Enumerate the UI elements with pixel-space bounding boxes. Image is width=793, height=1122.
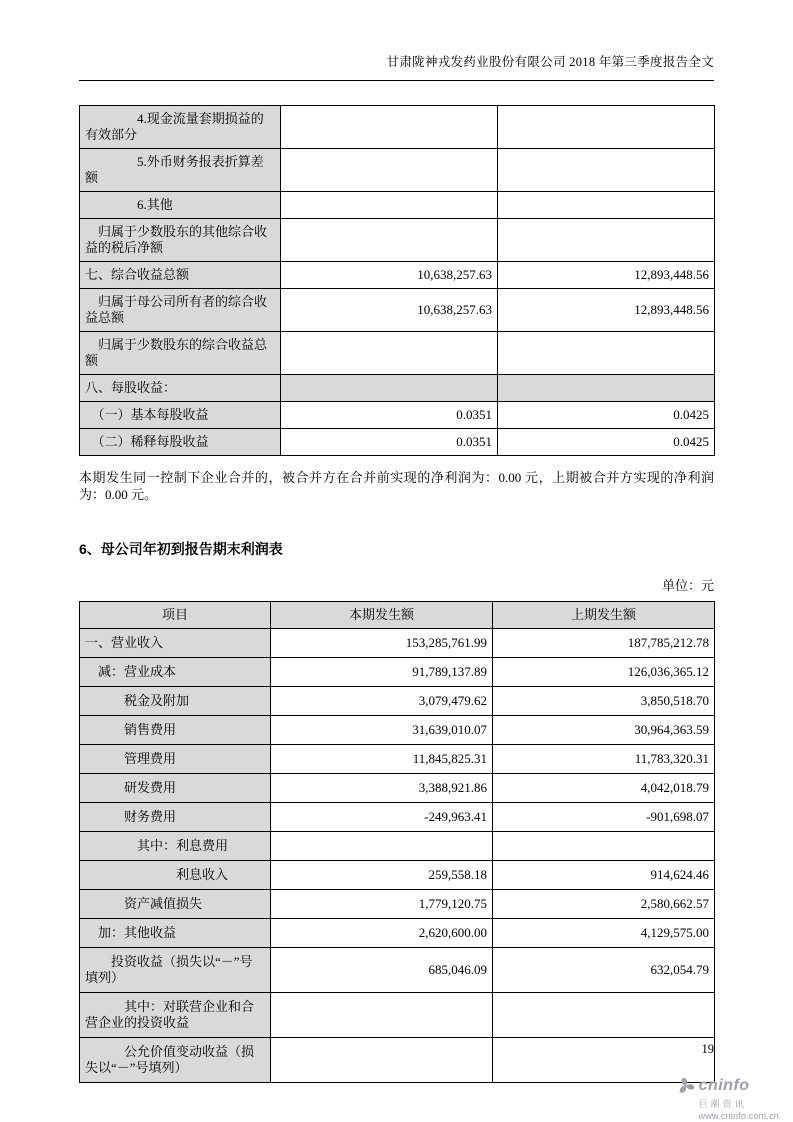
table-row <box>80 948 715 993</box>
prior-period-value-cell: 187,785,212.78 <box>493 629 715 658</box>
current-period-value-cell <box>271 1038 493 1083</box>
prior-period-value-cell: 0.0425 <box>498 402 715 429</box>
table-row <box>80 919 715 948</box>
prior-period-value-cell: 126,036,365.12 <box>493 658 715 687</box>
current-period-value-cell: 3,079,479.62 <box>271 687 493 716</box>
row-label-cell: 归属于母公司所有者的综合收益总额 <box>80 289 281 332</box>
comprehensive-income-table <box>79 105 715 456</box>
page-number: 19 <box>701 1042 714 1056</box>
table-row <box>80 861 715 890</box>
prior-period-value-cell: -901,698.07 <box>493 803 715 832</box>
table-row <box>80 687 715 716</box>
row-label-cell: 其中：对联营企业和合营企业的投资收益 <box>80 993 271 1038</box>
row-label-cell: 投资收益（损失以“－”号填列） <box>80 948 271 993</box>
cninfo-brand-text: cninfo <box>698 1077 750 1094</box>
prior-period-value-cell <box>498 106 715 149</box>
table-row <box>80 890 715 919</box>
table-row <box>80 1038 715 1083</box>
current-period-value-cell: -249,963.41 <box>271 803 493 832</box>
current-period-value-cell <box>281 219 498 262</box>
current-period-value-cell: 153,285,761.99 <box>271 629 493 658</box>
row-label-cell: 5.外币财务报表折算差额 <box>80 149 281 192</box>
prior-period-value-cell: 11,783,320.31 <box>493 745 715 774</box>
current-period-value-cell: 91,789,137.89 <box>271 658 493 687</box>
cninfo-url: www.cninfo.com.cn <box>698 1111 779 1121</box>
table-row <box>80 262 715 289</box>
table-row <box>80 658 715 687</box>
current-period-value-cell: 0.0351 <box>281 402 498 429</box>
row-label-cell: 其中：利息费用 <box>80 832 271 861</box>
prior-period-value-cell <box>493 993 715 1038</box>
current-period-value-cell <box>281 192 498 219</box>
prior-period-value-cell: 2,580,662.57 <box>493 890 715 919</box>
row-label-cell: 归属于少数股东的其他综合收益的税后净额 <box>80 219 281 262</box>
prior-period-value-cell <box>498 149 715 192</box>
document-header-title: 甘肃陇神戎发药业股份有限公司 2018 年第三季度报告全文 <box>79 0 714 81</box>
prior-period-value-cell: 3,850,518.70 <box>493 687 715 716</box>
row-label-cell: 一、营业收入 <box>80 629 271 658</box>
row-label-cell: 6.其他 <box>80 192 281 219</box>
row-label-cell: 归属于少数股东的综合收益总额 <box>80 332 281 375</box>
row-label-cell: 销售费用 <box>80 716 271 745</box>
current-period-value-cell: 10,638,257.63 <box>281 262 498 289</box>
current-period-value-cell: 0.0351 <box>281 429 498 456</box>
cninfo-pinwheel-icon <box>676 1076 696 1096</box>
current-period-value-cell <box>281 106 498 149</box>
cninfo-logo <box>676 1076 779 1121</box>
current-period-value-cell <box>281 332 498 375</box>
row-label-cell: 八、每股收益： <box>80 375 281 402</box>
prior-period-value-cell <box>498 219 715 262</box>
current-period-value-cell <box>271 993 493 1038</box>
current-period-value-cell: 3,388,921.86 <box>271 774 493 803</box>
prior-period-value-cell <box>498 375 715 402</box>
prior-period-value-cell <box>498 332 715 375</box>
table-row <box>80 106 715 149</box>
row-label-cell: 减：营业成本 <box>80 658 271 687</box>
column-header-item: 项目 <box>80 602 271 629</box>
current-period-value-cell <box>281 375 498 402</box>
table-row <box>80 429 715 456</box>
prior-period-value-cell: 0.0425 <box>498 429 715 456</box>
row-label-cell: 税金及附加 <box>80 687 271 716</box>
current-period-value-cell: 11,845,825.31 <box>271 745 493 774</box>
page-content <box>79 0 714 1083</box>
prior-period-value-cell: 4,042,018.79 <box>493 774 715 803</box>
unit-label: 单位：元 <box>661 578 714 593</box>
row-label-cell: 4.现金流量套期损益的有效部分 <box>80 106 281 149</box>
row-label-cell: 管理费用 <box>80 745 271 774</box>
cninfo-logo-row <box>676 1076 779 1096</box>
table-row <box>80 332 715 375</box>
section-title: 6、母公司年初到报告期末利润表 <box>79 541 283 557</box>
current-period-value-cell: 2,620,600.00 <box>271 919 493 948</box>
prior-period-value-cell: 4,129,575.00 <box>493 919 715 948</box>
row-label-cell: 资产减值损失 <box>80 890 271 919</box>
cninfo-brand-cn: 巨潮资讯 <box>698 1099 747 1109</box>
row-label-cell: （二）稀释每股收益 <box>80 429 281 456</box>
prior-period-value-cell: 632,054.79 <box>493 948 715 993</box>
prior-period-value-cell <box>498 192 715 219</box>
row-label-cell: 加：其他收益 <box>80 919 271 948</box>
column-header-current-period: 本期发生额 <box>271 602 493 629</box>
table-row <box>80 219 715 262</box>
row-label-cell: 七、综合收益总额 <box>80 262 281 289</box>
table-row <box>80 993 715 1038</box>
merger-note: 本期发生同一控制下企业合并的，被合并方在合并前实现的净利润为：0.00 元，上期被合并方实现的净利润为：0.00 元。 <box>79 470 714 502</box>
current-period-value-cell: 10,638,257.63 <box>281 289 498 332</box>
table-row <box>80 803 715 832</box>
prior-period-value-cell: 30,964,363.59 <box>493 716 715 745</box>
prior-period-value-cell: 12,893,448.56 <box>498 262 715 289</box>
prior-period-value-cell <box>493 832 715 861</box>
current-period-value-cell: 1,779,120.75 <box>271 890 493 919</box>
table-row <box>80 402 715 429</box>
income-statement-table <box>79 601 715 1083</box>
row-label-cell: （一）基本每股收益 <box>80 402 281 429</box>
table-row <box>80 192 715 219</box>
table-row <box>80 832 715 861</box>
current-period-value-cell <box>271 832 493 861</box>
table-row <box>80 289 715 332</box>
table-row <box>80 629 715 658</box>
table-row <box>80 375 715 402</box>
row-label-cell: 研发费用 <box>80 774 271 803</box>
prior-period-value-cell: 914,624.46 <box>493 861 715 890</box>
current-period-value-cell: 31,639,010.07 <box>271 716 493 745</box>
column-header-prior-period: 上期发生额 <box>493 602 715 629</box>
current-period-value-cell <box>281 149 498 192</box>
row-label-cell: 财务费用 <box>80 803 271 832</box>
prior-period-value-cell: 12,893,448.56 <box>498 289 715 332</box>
table-row <box>80 716 715 745</box>
current-period-value-cell: 685,046.09 <box>271 948 493 993</box>
table-row <box>80 774 715 803</box>
table-header-row <box>80 602 715 629</box>
current-period-value-cell: 259,558.18 <box>271 861 493 890</box>
table-row <box>80 745 715 774</box>
row-label-cell: 公允价值变动收益（损失以“－”号填列） <box>80 1038 271 1083</box>
row-label-cell: 利息收入 <box>80 861 271 890</box>
table-row <box>80 149 715 192</box>
